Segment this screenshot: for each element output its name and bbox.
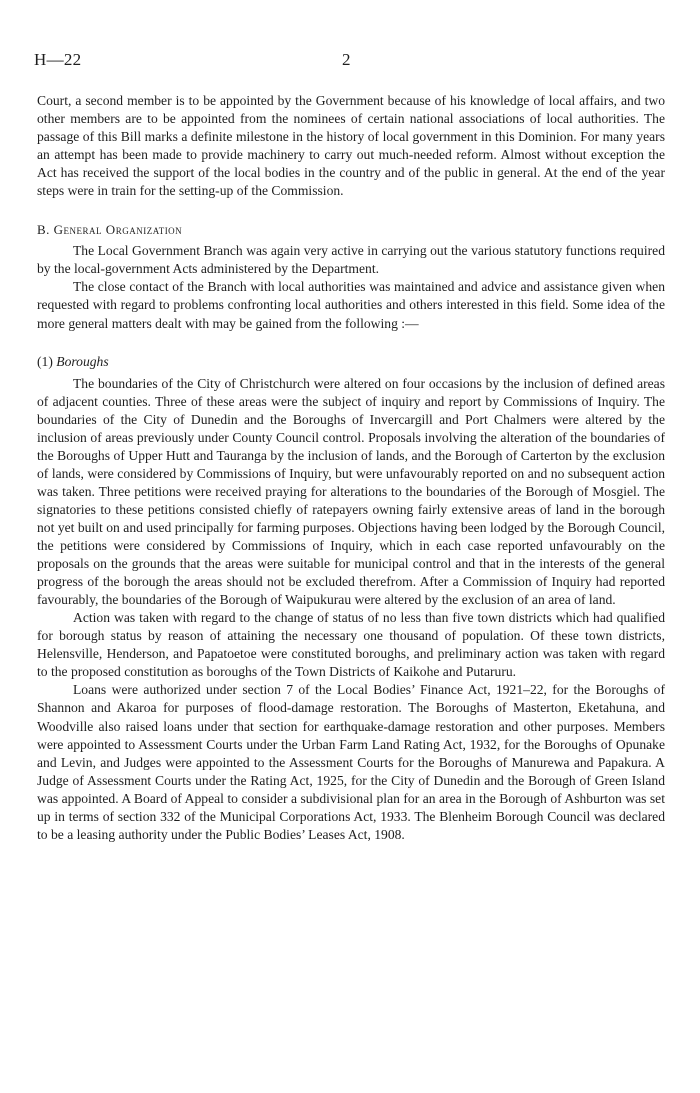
page-number: 2	[342, 50, 351, 69]
section-paragraph: The close contact of the Branch with local authorities was maintained and advice and assistance given when requested with regard to problems confronting local authorities and others interested in this field. Some idea of the more general matters dealt with may be gained from the following :—	[37, 279, 665, 331]
intro-paragraph: Court, a second member is to be appointed by the Government because of his knowledge of local affairs, and two other members are to be appointed from the nominees of certain national associations of local authorities. The passage of this Bill marks a definite milestone in the history of local government in this Dominion. For many years an attempt has been made to provide machinery to carry out much-needed reform. Almost without exception the Act has received the support of the local bodies in the country and of the public in general. At the end of the year steps were in train for the setting-up of the Commission.	[37, 93, 665, 199]
page-header	[0, 50, 700, 74]
document-body	[37, 92, 665, 844]
subsection-heading	[37, 353, 665, 371]
subsection-number: (1)	[37, 353, 53, 369]
subsection-title: Boroughs	[56, 353, 109, 369]
section-heading	[37, 221, 665, 239]
subsection-paragraph: The boundaries of the City of Christchurch were altered on four occasions by the inclusion of defined areas of adjacent counties. Three of these areas were the subject of inquiry and report by Commissions of Inquiry. The boundaries of the City of Dunedin and the Boroughs of Invercargill and Port Chalmers were altered by the inclusion of areas previously under County Council control. Proposals involving the alteration of the boundaries of the Boroughs of Upper Hutt and Tauranga by the inclusion of lands, and the Borough of Carterton by the exclusion of lands, were considered by Commissions of Inquiry, but were unfavourably reported on and no subsequent action was taken. Three petitions were received praying for alterations to the boundaries of the Borough of Mosgiel. The signatories to these petitions consisted chiefly of ratepayers owning fairly extensive areas of land in the borough not yet built on and used principally for farming purposes. Objections having been lodged by the Borough Council, the petitions were considered by Commissions of Inquiry, which in each case reported unfavourably on the proposals on the grounds that the areas were suitable for municipal control and that in the interests of the general progress of the borough the areas should not be excluded therefrom. After a Commission of Inquiry had reported favourably, the boundaries of the Borough of Waipukurau were altered by the exclusion of an area of land.	[37, 375, 665, 608]
section-letter: B.	[37, 222, 50, 238]
subsection-paragraph: Action was taken with regard to the change of status of no less than five town districts which had qualified for borough status by reason of attaining the necessary one thousand of population. Of these town districts, Helensville, Henderson, and Papatoetoe were constituted boroughs, and preliminary action was taken with regard to the proposed constitution as boroughs of the Town Districts of Kaikohe and Putaruru.	[37, 610, 665, 680]
document-reference: H—22	[34, 50, 82, 69]
subsection-paragraph: Loans were authorized under section 7 of the Local Bodies’ Finance Act, 1921–22, for the Boroughs of Shannon and Akaroa for purposes of flood-damage restoration. The Boroughs of Masterton, Eketahuna, and Woodville also raised loans under that section for earthquake-damage restoration and other purposes. Members were appointed to Assessment Courts under the Urban Farm Land Rating Act, 1932, for the Boroughs of Opunake and Levin, and Judges were appointed to the Assessment Courts for the Boroughs of Manurewa and Papakura. A Judge of Assessment Courts under the Rating Act, 1925, for the City of Dunedin and the Borough of Green Island was appointed. A Board of Appeal to consider a subdivisional plan for an area in the Borough of Ashburton was set up in terms of section 332 of the Municipal Corporations Act, 1933. The Blenheim Borough Council was declared to be a leasing authority under the Public Bodies’ Leases Act, 1908.	[37, 682, 665, 842]
section-title: General Organization	[53, 222, 183, 238]
section-paragraph: The Local Government Branch was again very active in carrying out the various statutory functions required by the local-government Acts administered by the Department.	[37, 243, 665, 277]
